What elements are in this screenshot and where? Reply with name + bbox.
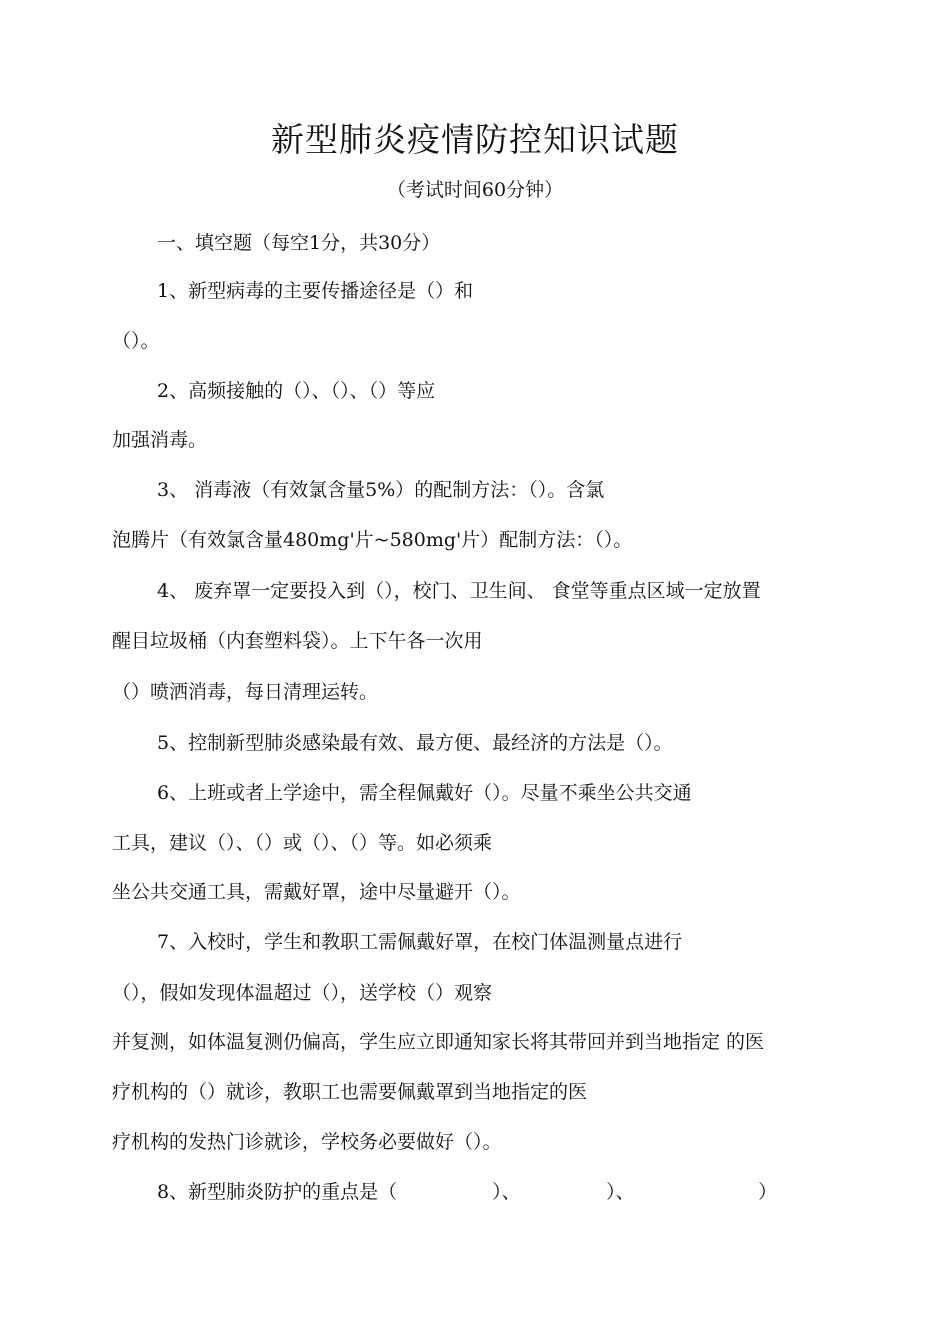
question-7-line-5: 疗机构的发热门诊就诊，学校务必要做好（）。 xyxy=(112,1131,502,1153)
question-7-line-4: 疗机构的（）就诊，教职工也需要佩戴罩到当地指定的医 xyxy=(112,1081,588,1103)
question-1-line-1: 1、新型病毒的主要传播途径是（）和 xyxy=(157,280,474,302)
question-3-line-1: 3、 消毒液（有效氯含量5%）的配制方法：（）。含氯 xyxy=(157,479,605,501)
question-4-line-2: 醒目垃圾桶（内套塑料袋）。上下午各一次用 xyxy=(112,630,483,652)
question-8-line-1: 8、新型肺炎防护的重点是（ ）、 ）、 ） xyxy=(157,1181,778,1203)
question-7-line-1: 7、入校时，学生和教职工需佩戴好罩，在校门体温测量点进行 xyxy=(157,931,683,953)
question-6-line-2: 工具，建议（）、（）或（）、（）等。如必须乘 xyxy=(112,832,493,854)
section-heading-fill-blank: 一、填空题（每空1分，共30分） xyxy=(157,232,441,254)
question-7-line-3: 并复测，如体温复测仍偏高，学生应立即通知家长将其带回并到当地指定 的医 xyxy=(112,1031,765,1053)
question-6-line-3: 坐公共交通工具，需戴好罩，途中尽量避开（）。 xyxy=(112,881,521,903)
question-3-line-2: 泡腾片（有效氯含量480mg'片~580mg'片）配制方法：（）。 xyxy=(112,529,633,551)
question-1-line-2: （）。 xyxy=(112,330,160,352)
question-2-line-2: 加强消毒。 xyxy=(112,429,208,451)
document-title: 新型肺炎疫情防控知识试题 xyxy=(271,120,679,159)
question-2-line-1: 2、高频接触的（）、（）、（）等应 xyxy=(157,380,436,402)
question-4-line-1: 4、 废弃罩一定要投入到（），校门、卫生间、 食堂等重点区域一定放置 xyxy=(157,580,761,602)
question-4-line-3: （）喷洒消毒，每日清理运转。 xyxy=(112,681,379,703)
question-6-line-1: 6、上班或者上学途中，需全程佩戴好（）。尽量不乘坐公共交通 xyxy=(157,782,692,804)
exam-time-note: （考试时间60分钟） xyxy=(386,179,564,201)
question-5-line-1: 5、控制新型肺炎感染最有效、最方便、最经济的方法是（）。 xyxy=(157,732,673,754)
question-7-line-2: （），假如发现体温超过（），送学校（）观察 xyxy=(112,982,493,1004)
